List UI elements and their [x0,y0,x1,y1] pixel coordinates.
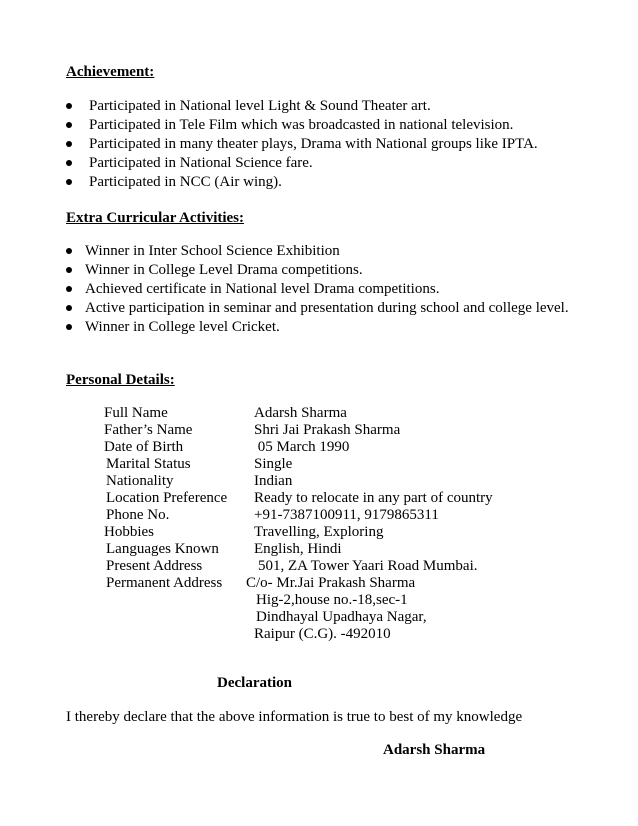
value-date-of-birth: 05 March 1990 [254,439,350,455]
label-permanent-address: Permanent Address [106,575,223,591]
label-phone-no: Phone No. [106,507,170,523]
label-present-address: Present Address [106,558,203,574]
bullet-icon [66,141,72,147]
label-hobbies: Hobbies [104,524,154,540]
bullet-icon [66,122,72,128]
value-hobbies: Travelling, Exploring [254,524,384,540]
label-languages-known: Languages Known [106,541,219,557]
bullet-icon [66,160,72,166]
value-marital-status: Single [254,456,293,472]
bullet-icon [66,179,72,185]
address-line-2: Dindhayal Upadhaya Nagar, [256,609,427,625]
value-full-name: Adarsh Sharma [254,405,347,421]
bullet-icon [66,248,72,254]
label-fathers-name: Father’s Name [104,422,193,438]
address-line-3: Raipur (C.G). -492010 [254,626,391,642]
declaration-heading: Declaration [217,675,292,691]
declaration-text: I thereby declare that the above information is true to best of my knowledge [66,709,523,725]
value-fathers-name: Shri Jai Prakash Sharma [254,422,401,438]
bullet-icon [66,267,72,273]
bullet-icon [66,103,72,109]
label-full-name: Full Name [104,405,168,421]
bullet-icon [66,286,72,292]
label-date-of-birth: Date of Birth [104,439,184,455]
extra-curricular-heading: Extra Curricular Activities: [66,210,245,226]
label-marital-status: Marital Status [106,456,191,472]
label-nationality: Nationality [106,473,174,489]
bullet-icon [66,324,72,330]
label-location-preference: Location Preference [106,490,228,506]
value-nationality: Indian [254,473,293,489]
value-languages-known: English, Hindi [254,541,342,557]
address-line-1: Hig-2,house no.-18,sec-1 [256,592,408,608]
value-permanent-address: C/o- Mr.Jai Prakash Sharma [246,575,416,591]
value-phone-no: +91-7387100911, 9179865311 [254,507,439,523]
signature-name: Adarsh Sharma [383,742,486,758]
value-location-preference: Ready to relocate in any part of country [254,490,493,506]
personal-details-heading: Personal Details: [66,372,175,388]
value-present-address: 501, ZA Tower Yaari Road Mumbai. [258,558,478,574]
bullet-icon [66,305,72,311]
achievement-heading: Achievement: [66,64,155,80]
